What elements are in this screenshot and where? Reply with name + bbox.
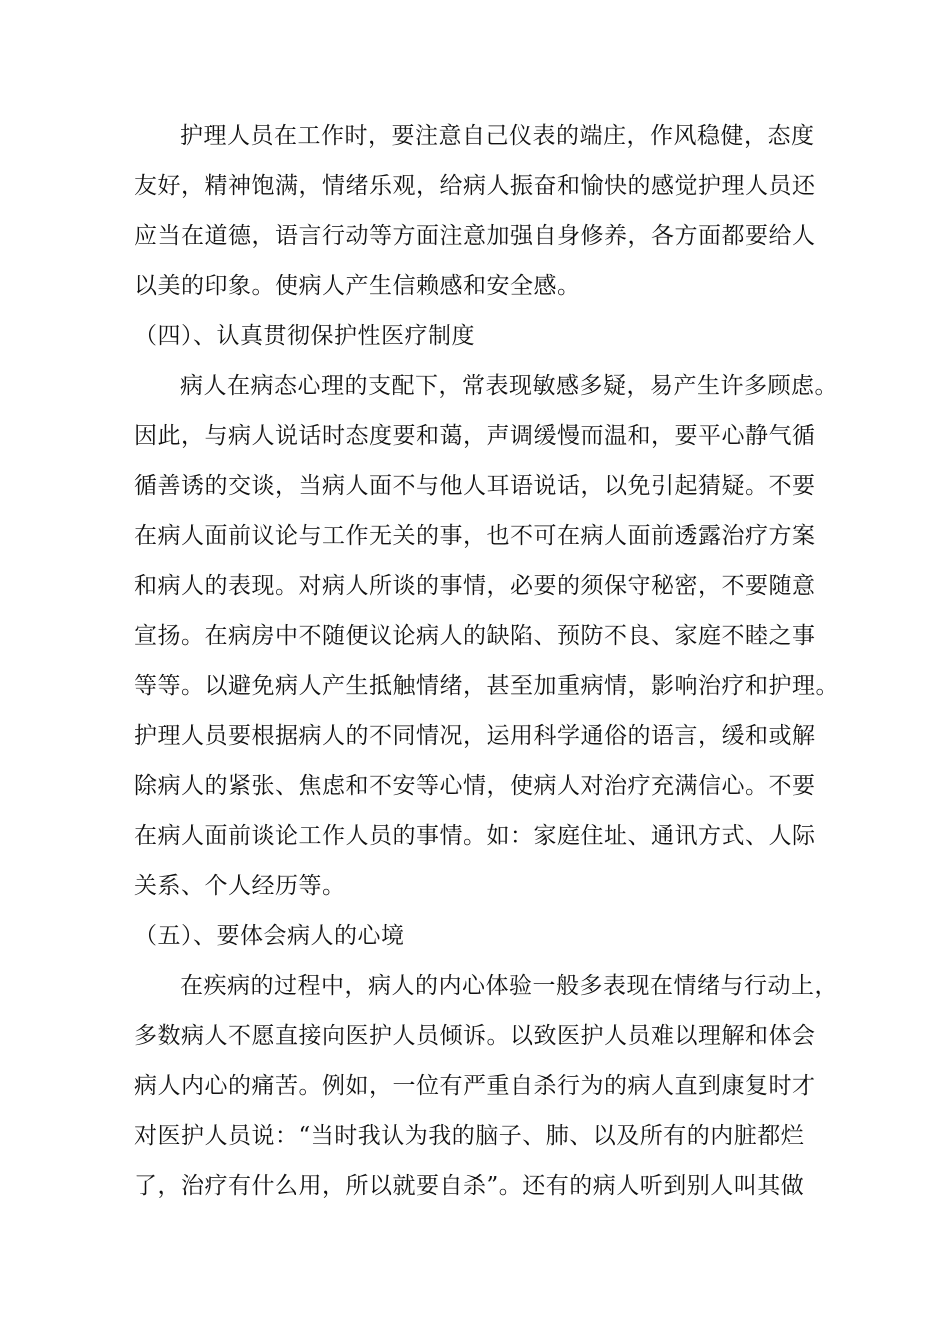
paragraph-line: 以美的印象。使病人产生信赖感和安全感。	[134, 273, 581, 299]
paragraph-line: 护理人员要根据病人的不同情况，运用科学通俗的语言，缓和或解	[134, 723, 816, 749]
paragraph-line: 循善诱的交谈，当病人面不与他人耳语说话，以免引起猜疑。不要	[134, 473, 816, 499]
paragraph-line: 除病人的紧张、焦虑和不安等心情，使病人对治疗充满信心。不要	[134, 773, 816, 799]
paragraph-line: 在病人面前谈论工作人员的事情。如：家庭住址、通讯方式、人际	[134, 823, 816, 849]
paragraph-line: 在疾病的过程中，病人的内心体验一般多表现在情绪与行动上，	[180, 973, 838, 999]
paragraph-line: 应当在道德，语言行动等方面注意加强自身修养，各方面都要给人	[134, 223, 816, 249]
paragraph-line: 关系、个人经历等。	[134, 873, 346, 899]
paragraph-line: 和病人的表现。对病人所谈的事情，必要的须保守秘密，不要随意	[134, 573, 816, 599]
paragraph-line: 了，治疗有什么用，所以就要自杀”。还有的病人听到别人叫其做	[134, 1173, 805, 1199]
paragraph-line: 宣扬。在病房中不随便议论病人的缺陷、预防不良、家庭不睦之事	[134, 623, 816, 649]
paragraph-line: 友好，精神饱满，情绪乐观，给病人振奋和愉快的感觉护理人员还	[134, 173, 816, 199]
paragraph-line: 因此，与病人说话时态度要和蔼，声调缓慢而温和，要平心静气循	[134, 423, 816, 449]
paragraph-line: 护理人员在工作时，要注意自己仪表的端庄，作风稳健，态度	[180, 123, 815, 149]
paragraph-line: 病人内心的痛苦。例如，一位有严重自杀行为的病人直到康复时才	[134, 1073, 816, 1099]
section-heading: （五）、要体会病人的心境	[134, 923, 405, 949]
paragraph-line: 等等。以避免病人产生抵触情绪，甚至加重病情，影响治疗和护理。	[134, 673, 839, 699]
paragraph-line: 在病人面前议论与工作无关的事，也不可在病人面前透露治疗方案	[134, 523, 816, 549]
paragraph-line: 多数病人不愿直接向医护人员倾诉。以致医护人员难以理解和体会	[134, 1023, 816, 1049]
paragraph-line: 对医护人员说：“当时我认为我的脑子、肺、以及所有的内脏都烂	[134, 1123, 805, 1149]
paragraph-line: 病人在病态心理的支配下，常表现敏感多疑，易产生许多顾虑。	[180, 373, 838, 399]
section-heading: （四）、认真贯彻保护性医疗制度	[134, 323, 475, 349]
